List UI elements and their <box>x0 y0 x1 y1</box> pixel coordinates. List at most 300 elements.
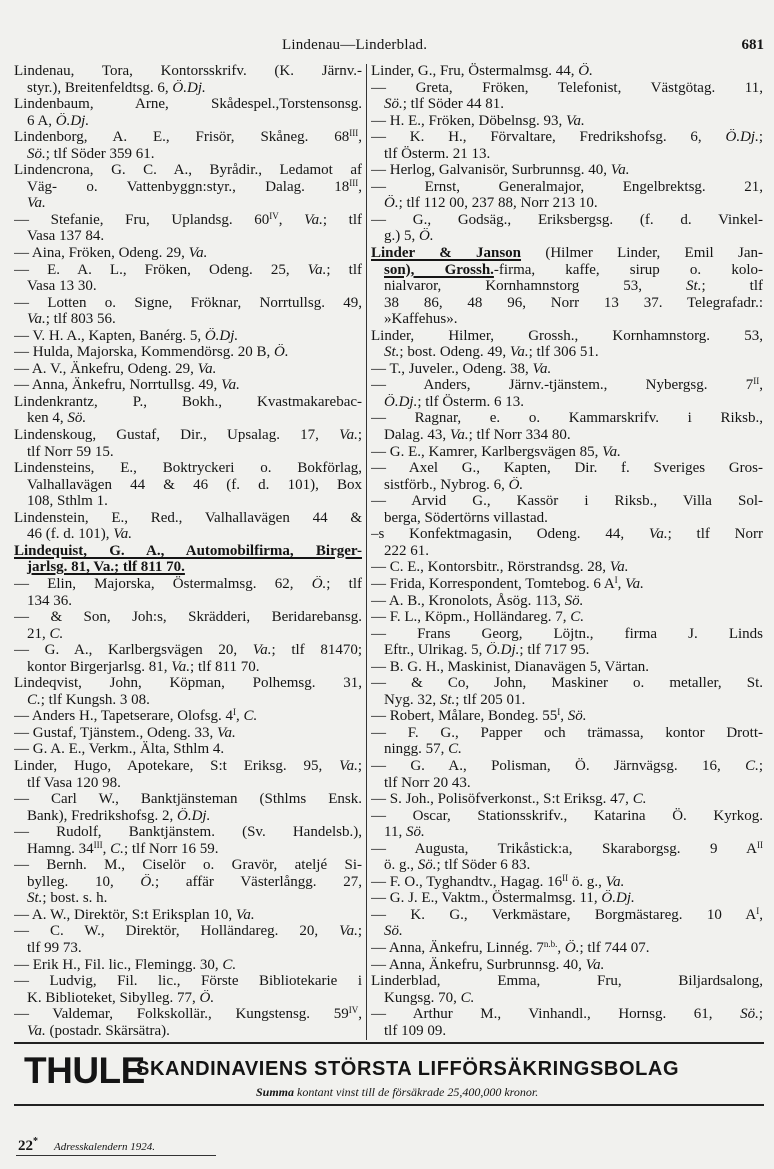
line-text: — Valdemar, Folkskollär., Kungstensg. 59 <box>14 1006 349 1023</box>
line-text: 38 86, 48 96, Norr 13 37. Telegrafadr.: <box>384 294 763 311</box>
line-text: ; <box>357 757 362 774</box>
line-text: Lindenstein, E., Red., Valhallavägen 44 & <box>14 509 362 526</box>
line-text: — G. A. E., Verkm., Älta, Sthlm 4. <box>14 741 225 758</box>
line-text: — A. B., Kronolots, Åsög. 113, <box>371 592 565 609</box>
directory-entry <box>14 162 362 212</box>
floor-superscript: I <box>233 708 237 718</box>
district-abbrev: Va. <box>307 261 327 278</box>
district-abbrev: Sö. <box>740 1006 759 1023</box>
line-text: — Axel G., Kapten, Dir. f. Sveriges Gros- <box>371 460 763 477</box>
district-abbrev: Va. <box>252 642 272 659</box>
directory-entry <box>371 63 763 80</box>
floor-superscript: I <box>557 708 561 718</box>
line-text: — Anders H., Tapetserare, Olofsg. 4 <box>14 708 234 725</box>
line-text: 21, <box>27 625 50 642</box>
line-text: — Arvid G., Kassör i Riksb., Villa Sol- <box>371 493 763 510</box>
entry-line <box>14 1023 362 1040</box>
line-text: , <box>358 129 362 146</box>
underlined-heading: Linder & Janson <box>371 245 522 262</box>
directory-entry <box>14 791 362 824</box>
entry-line <box>371 741 763 758</box>
directory-entry <box>14 295 362 328</box>
entry-line <box>14 741 362 758</box>
district-abbrev: Va. <box>27 1022 46 1039</box>
line-text: ö. g., <box>568 873 606 890</box>
directory-entry <box>371 609 763 626</box>
directory-entry <box>371 129 763 162</box>
line-text: ; tlf 811 70. <box>190 658 260 675</box>
line-text: ningg. 57, <box>384 741 449 758</box>
floor-superscript: III <box>349 178 359 188</box>
floor-superscript: I <box>756 906 760 916</box>
district-abbrev: Va. <box>171 658 191 675</box>
directory-entry <box>371 593 763 610</box>
district-abbrev: C. <box>745 757 759 774</box>
line-text: berga, Södertörns villastad. <box>384 509 548 526</box>
line-text: tlf Vasa 120 98. <box>27 774 121 791</box>
entry-line <box>14 708 362 725</box>
entry-line <box>14 113 362 130</box>
line-text: ; <box>758 1006 763 1023</box>
line-text: — Anna, Änkefru, Surbrunnsg. 40, <box>371 956 586 973</box>
entry-line <box>371 890 763 907</box>
line-text: — G. E., Kamrer, Karlbergsvägen 85, <box>371 443 603 460</box>
entry-line <box>14 659 362 676</box>
directory-entry <box>371 957 763 974</box>
advert-brand: THULE <box>24 1050 145 1091</box>
entry-line <box>14 179 362 196</box>
entry-line <box>14 957 362 974</box>
district-abbrev: Va. <box>609 559 629 576</box>
entry-line <box>14 675 362 692</box>
entry-line <box>14 63 362 80</box>
directory-entry <box>14 708 362 725</box>
entry-line <box>371 923 763 940</box>
entry-line <box>371 262 763 279</box>
line-text: Eftr., Ulrikag. 5, <box>384 642 487 659</box>
advert-summa-label: Summa <box>256 1085 295 1099</box>
directory-entry <box>371 179 763 212</box>
line-text: styr.), Breitenfeldtsg. 6, <box>27 79 173 96</box>
directory-entry <box>14 460 362 510</box>
district-abbrev: Va. <box>602 443 621 460</box>
entry-line <box>371 179 763 196</box>
directory-entry <box>371 377 763 410</box>
line-text: , <box>358 1006 362 1023</box>
advert-slogan: SKANDINAVIENS STÖRSTA LIFFÖRSÄKRINGSBOLAG <box>136 1058 680 1080</box>
line-text: , <box>617 575 626 592</box>
entry-line <box>371 808 763 825</box>
entry-line <box>14 923 362 940</box>
entry-line <box>371 609 763 626</box>
line-text: — Bernh. M., Ciselör o. Gravör, ateljé Si- <box>14 857 362 874</box>
entry-line <box>14 129 362 146</box>
directory-entry <box>371 841 763 874</box>
line-text: ; tlf Kungsh. 3 08. <box>40 691 150 708</box>
district-abbrev: C. <box>460 989 475 1006</box>
line-text: — Gustaf, Tjänstem., Odeng. 33, <box>14 724 218 741</box>
entry-line <box>14 245 362 262</box>
entry-line <box>14 212 362 229</box>
line-text: ; affär Västerlångg. 27, <box>155 873 362 890</box>
directory-entry <box>371 361 763 378</box>
entry-line <box>371 642 763 659</box>
entry-line <box>371 526 763 543</box>
entry-line <box>371 576 763 593</box>
district-abbrev: St. <box>27 890 43 907</box>
floor-superscript: IV <box>269 211 279 221</box>
line-text: tlf Österm. 21 13. <box>384 145 491 162</box>
line-text: — Aina, Fröken, Odeng. 29, <box>14 245 189 262</box>
line-text: — Lotten o. Signe, Fröknar, Norrtullsg. 49, <box>14 294 362 311</box>
entry-line <box>371 460 763 477</box>
district-abbrev: Ö. <box>578 63 593 79</box>
line-text: Linder, G., Fru, Östermalmsg. 44, <box>371 63 579 79</box>
line-text: — Erik H., Fil. lic., Flemingg. 30, <box>14 956 223 973</box>
line-text: ; bost. Odeng. 49, <box>399 344 510 361</box>
line-text: , <box>102 840 111 857</box>
line-text: ; tlf Norr <box>667 526 763 543</box>
directory-entry <box>14 957 362 974</box>
entry-line <box>371 80 763 97</box>
district-abbrev: Sö. <box>564 592 584 609</box>
entry-line <box>371 659 763 676</box>
district-abbrev: C. <box>27 691 41 708</box>
entry-line <box>371 493 763 510</box>
line-text: Linderblad, Emma, Fru, Biljardsalong, <box>371 973 763 990</box>
district-abbrev: Sö. <box>405 824 425 841</box>
advert-summa-text: kontant vinst till de försäkrade 25,400,000 kronor. <box>297 1085 539 1099</box>
entry-line <box>14 990 362 1007</box>
line-text: sistförb., Nybrog. 6, <box>384 476 509 493</box>
line-text: ; tlf 744 07. <box>579 939 650 956</box>
entry-line <box>371 543 763 560</box>
entry-line <box>14 559 362 576</box>
entry-line <box>14 377 362 394</box>
directory-entry <box>14 328 362 345</box>
district-abbrev: Va. <box>566 112 585 129</box>
district-abbrev: Ö. <box>564 939 580 956</box>
line-text: Dalag. 43, <box>384 427 450 444</box>
district-abbrev: Ö.Dj. <box>204 327 239 344</box>
directory-entry <box>371 874 763 891</box>
entry-line <box>14 576 362 593</box>
line-text: 222 61. <box>384 542 429 559</box>
line-text: — G. A., Karlbergsvägen 20, <box>14 642 253 659</box>
entry-line <box>14 328 362 345</box>
directory-entry <box>371 212 763 245</box>
district-abbrev: Va. <box>27 311 46 328</box>
line-text: Linder, Hilmer, Grossh., Kornhamnstorg. 53, <box>371 327 763 344</box>
line-text: — Ludvig, Fil. lic., Förste Bibliotekarie i <box>14 973 362 990</box>
entry-line <box>14 626 362 643</box>
district-abbrev: Va. <box>625 575 644 592</box>
directory-entry <box>371 973 763 1006</box>
entry-line <box>14 609 362 626</box>
floor-superscript: II <box>753 377 760 387</box>
entry-line <box>371 146 763 163</box>
line-text: — Ernst, Generalmajor, Engelbrektsg. 21, <box>371 178 763 195</box>
line-text: — S. Joh., Polisöfverkonst., S:t Eriksg. 47, <box>371 791 633 808</box>
entry-line <box>371 675 763 692</box>
entry-line <box>371 957 763 974</box>
line-text: ; tlf Söder 6 83. <box>436 857 531 874</box>
entry-line <box>371 775 763 792</box>
district-abbrev: Va. <box>217 724 236 741</box>
entry-line <box>14 146 362 163</box>
directory-entry <box>14 543 362 576</box>
directory-entry <box>14 510 362 543</box>
floor-superscript: III <box>349 129 359 139</box>
entry-line <box>371 162 763 179</box>
entry-line <box>371 1023 763 1040</box>
entry-line <box>371 758 763 775</box>
directory-entry <box>371 1006 763 1039</box>
directory-entry <box>371 162 763 179</box>
district-abbrev: Ö.Dj. <box>384 393 418 410</box>
advert-top-rule <box>14 1042 764 1044</box>
entry-line <box>14 361 362 378</box>
district-abbrev: Ö. <box>199 989 215 1006</box>
entry-line <box>371 96 763 113</box>
directory-entry <box>14 344 362 361</box>
entry-line <box>371 63 763 80</box>
line-text: 108, Sthlm 1. <box>27 493 108 510</box>
directory-entry <box>371 328 763 361</box>
entry-line <box>371 361 763 378</box>
line-text: — Arthur M., Vinhandl., Hornsg. 61, <box>371 1006 741 1023</box>
entry-line <box>14 278 362 295</box>
floor-superscript: n.b. <box>543 939 558 949</box>
entry-line <box>14 692 362 709</box>
district-abbrev: Ö.Dj. <box>55 112 90 129</box>
line-text: — Frida, Korrespondent, Tomtebog. 6 A <box>371 575 615 592</box>
entry-line <box>14 1006 362 1023</box>
directory-entry <box>14 96 362 129</box>
line-text: — K. H., Förvaltare, Fredrikshofsg. 6, <box>371 129 726 146</box>
directory-entry <box>371 907 763 940</box>
entry-line <box>371 245 763 262</box>
line-text: — E. A. L., Fröken, Odeng. 25, <box>14 261 308 278</box>
entry-line <box>371 278 763 295</box>
district-abbrev: Va. <box>648 526 668 543</box>
line-text: Hamng. 34 <box>27 840 94 857</box>
entry-line <box>371 1006 763 1023</box>
line-text: ; tlf Norr 334 80. <box>468 427 571 444</box>
line-text: Vasa 13 30. <box>27 278 97 295</box>
right-column <box>371 63 763 1039</box>
line-text: — Oscar, Stationsskrifv., Katarina Ö. Kyrkog. <box>371 807 763 824</box>
line-text: ; tlf <box>326 261 362 278</box>
district-abbrev: Ö.Dj. <box>601 890 635 907</box>
entry-line <box>14 907 362 924</box>
line-text: tlf 109 09. <box>384 1022 447 1039</box>
line-text: Vasa 137 84. <box>27 228 105 245</box>
line-text: — Anders, Järnv.-tjänstem., Nybergsg. 7 <box>371 377 754 394</box>
page-footer <box>18 1136 155 1155</box>
entry-line <box>14 593 362 610</box>
entry-line <box>371 692 763 709</box>
entry-line <box>371 311 763 328</box>
district-abbrev: Sö. <box>417 857 437 874</box>
line-text: nialvaror, Kornhamnstorg 53, <box>384 278 687 295</box>
district-abbrev: C. <box>570 609 584 626</box>
entry-line <box>14 195 362 212</box>
line-text: — F. O., Tyghandtv., Hagag. 16 <box>371 873 563 890</box>
line-text: — G., Godsäg., Eriksbergsg. (f. d. Vinkel- <box>371 211 763 228</box>
entry-line <box>371 195 763 212</box>
line-text: ; tlf Söder 359 61. <box>45 145 155 162</box>
entry-line <box>371 626 763 643</box>
underlined-heading: Lindequist, G. A., Automobilfirma, Birger- <box>14 542 362 559</box>
entry-line <box>14 940 362 957</box>
line-text: ö. g., <box>384 857 418 874</box>
directory-entry <box>371 791 763 808</box>
line-text: Lindensteins, E., Boktryckeri o. Bokförlag, <box>14 460 362 477</box>
district-abbrev: Va. <box>605 873 625 890</box>
sheet-number: 22 <box>18 1138 33 1154</box>
entry-line <box>371 708 763 725</box>
line-text: ; tlf 717 95. <box>519 642 590 659</box>
directory-entry <box>371 410 763 443</box>
entry-line <box>14 311 362 328</box>
district-abbrev: Ö. <box>419 228 434 245</box>
line-text: — Carl W., Banktjänsteman (Sthlms Ensk. <box>14 791 362 808</box>
entry-line <box>371 940 763 957</box>
entry-line <box>371 344 763 361</box>
line-text: tlf Norr 20 43. <box>384 774 471 791</box>
directory-entry <box>14 758 362 791</box>
entry-line <box>14 493 362 510</box>
line-text: ken 4, <box>27 410 68 427</box>
line-text: bylleg. 10, <box>27 873 141 890</box>
directory-entry <box>371 80 763 113</box>
line-text: -firma, kaffe, sirup o. kolo- <box>493 261 763 278</box>
floor-superscript: III <box>93 840 103 850</box>
line-text: — K. G., Verkmästare, Borgmästareg. 10 A <box>371 906 757 923</box>
entry-line <box>14 808 362 825</box>
directory-entry <box>371 659 763 676</box>
line-text: — A. V., Änkefru, Odeng. 29, <box>14 360 198 377</box>
district-abbrev: C. <box>632 791 647 808</box>
line-text: ; tlf 112 00, 237 88, Norr 213 10. <box>398 195 598 212</box>
line-text: Lindenskoug, Gustaf, Dir., Upsalag. 17, <box>14 427 340 444</box>
directory-entry <box>371 808 763 841</box>
line-text: — Stefanie, Fru, Uplandsg. 60 <box>14 211 270 228</box>
directory-entry <box>371 576 763 593</box>
floor-superscript: I <box>614 575 618 585</box>
line-text: Nyg. 32, <box>384 691 440 708</box>
line-text: , <box>759 377 763 394</box>
advert-summa <box>256 1085 538 1100</box>
entry-line <box>371 295 763 312</box>
district-abbrev: Va. <box>113 526 132 543</box>
district-abbrev: Sö. <box>27 145 46 162</box>
directory-entry <box>371 526 763 559</box>
line-text: — Ragnar, e. o. Kammarskrifv. i Riksb., <box>371 410 763 427</box>
line-text: 6 A, <box>27 112 56 129</box>
entry-line <box>14 841 362 858</box>
underlined-heading: jarlsg. 81, Va.; tlf 811 70. <box>27 559 185 576</box>
directory-entry <box>14 377 362 394</box>
line-text: (postadr. Skärsätra). <box>45 1022 170 1039</box>
district-abbrev: Ö.Dj. <box>725 129 759 146</box>
entry-line <box>14 775 362 792</box>
entry-line <box>14 262 362 279</box>
line-text: — F. L., Köpm., Holländareg. 7, <box>371 609 571 626</box>
line-text: — T., Juveler., Odeng. 38, <box>371 360 533 377</box>
district-abbrev: C. <box>243 708 258 725</box>
district-abbrev: Sö. <box>67 410 87 427</box>
entry-line <box>371 841 763 858</box>
entry-line <box>14 427 362 444</box>
district-abbrev: Ö. <box>508 476 524 493</box>
line-text: Lindenbaum, Arne, Skådespel.,Torstensonsg. <box>14 96 362 113</box>
entry-line <box>14 394 362 411</box>
district-abbrev: Va. <box>339 427 358 444</box>
entry-line <box>371 857 763 874</box>
district-abbrev: Ö.Dj. <box>177 807 211 824</box>
directory-entry <box>14 824 362 857</box>
line-text: Lindenborg, A. E., Frisör, Skåneg. 68 <box>14 129 350 146</box>
line-text: — & Co, John, Maskiner o. metaller, St. <box>371 675 763 692</box>
entry-line <box>14 526 362 543</box>
directory-entry <box>14 973 362 1006</box>
entry-line <box>371 973 763 990</box>
directory-entry <box>371 493 763 526</box>
entry-line <box>371 725 763 742</box>
entry-line <box>371 874 763 891</box>
entry-line <box>14 344 362 361</box>
line-text: ; <box>758 129 763 146</box>
directory-entry <box>371 559 763 576</box>
line-text: — Hulda, Majorska, Kommendörsg. 20 B, <box>14 344 274 361</box>
line-text: , <box>759 906 763 923</box>
left-column <box>14 63 362 1039</box>
line-text: ; <box>758 757 763 774</box>
line-text: ; tlf Norr 16 59. <box>123 840 219 857</box>
line-text: ; tlf Österm. 6 13. <box>417 393 524 410</box>
district-abbrev: Va. <box>221 377 240 394</box>
entry-line <box>14 725 362 742</box>
directory-entry <box>371 444 763 461</box>
district-abbrev: Sö. <box>384 96 403 113</box>
district-abbrev: Va. <box>197 360 217 377</box>
district-abbrev: St. <box>686 278 702 295</box>
floor-superscript: II <box>757 840 763 850</box>
district-abbrev: Va. <box>339 757 358 774</box>
sheet-mark: * <box>33 1136 38 1147</box>
district-abbrev: Va. <box>449 427 469 444</box>
district-abbrev: Ö.Dj. <box>172 79 206 96</box>
district-abbrev: Sö. <box>384 923 403 940</box>
column-divider <box>366 64 367 1040</box>
line-text: — C. W., Direktör, Holländareg. 20, <box>14 923 340 940</box>
directory-entry <box>14 642 362 675</box>
floor-superscript: II <box>562 873 569 883</box>
directory-entry <box>371 460 763 493</box>
line-text: , <box>560 708 568 725</box>
directory-entry <box>14 394 362 427</box>
line-text: — V. H. A., Kapten, Banérg. 5, <box>14 327 205 344</box>
line-text: Kungsg. 70, <box>384 989 461 1006</box>
district-abbrev: Ö. <box>311 575 327 592</box>
line-text: ; tlf Söder 44 81. <box>402 96 504 113</box>
entry-line <box>371 510 763 527</box>
district-abbrev: Va. <box>235 906 255 923</box>
directory-entry <box>14 675 362 708</box>
entry-line <box>14 410 362 427</box>
